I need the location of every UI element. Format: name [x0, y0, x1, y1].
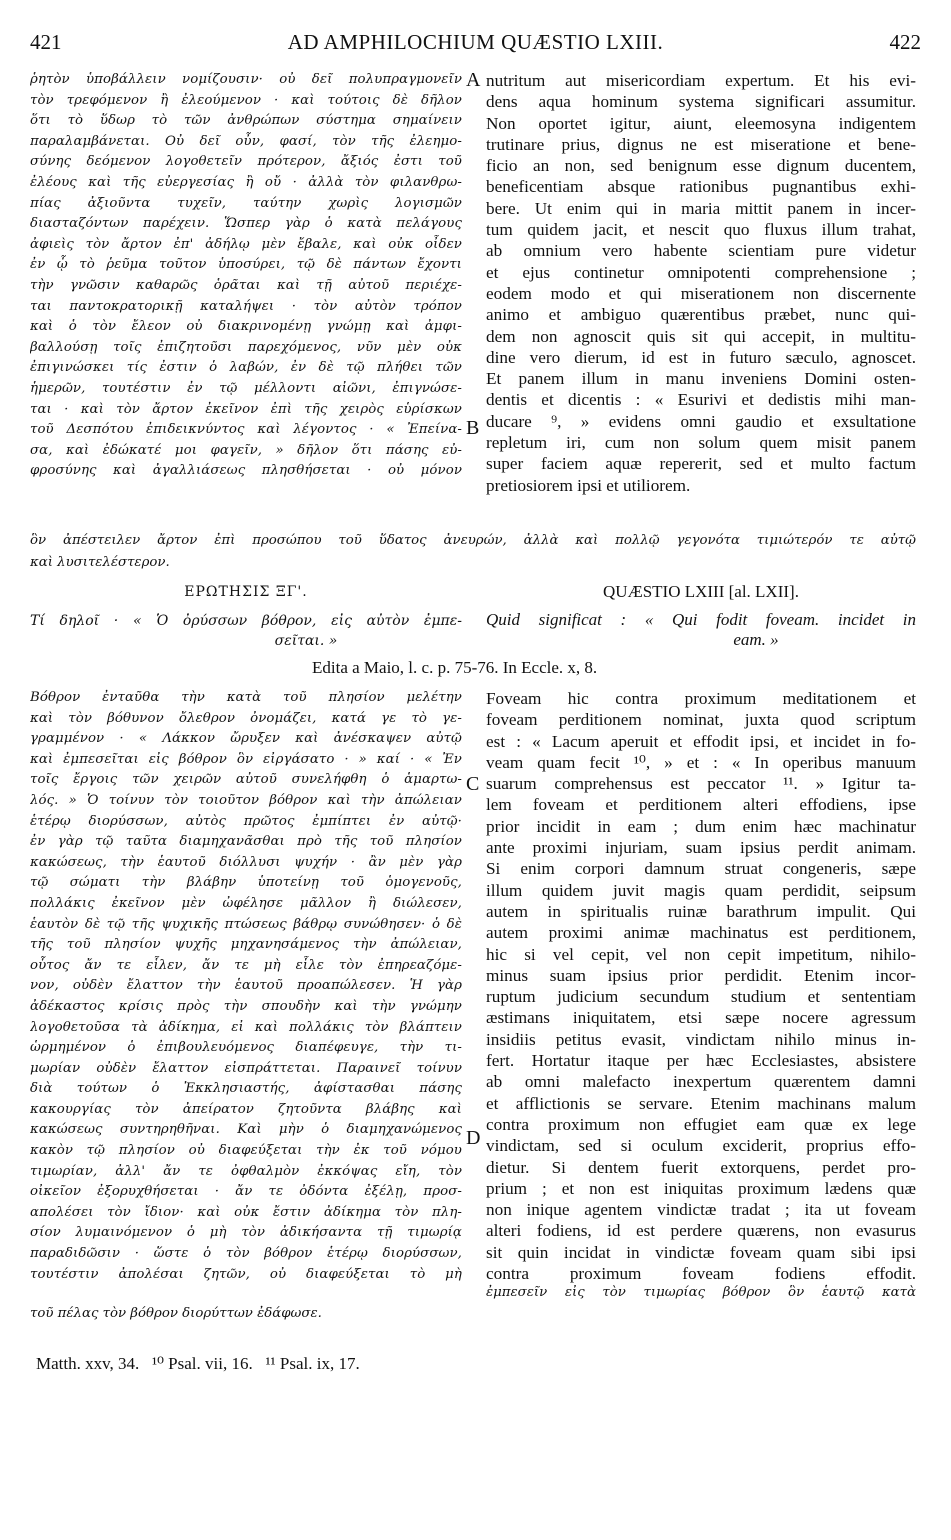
text-line: et ejus continetur omnipotenti comprehensione ; [486, 262, 916, 282]
text-line: ante proximi injuriam, suam ipsius perdit animam. [486, 838, 916, 858]
latin-column-section2 [486, 688, 916, 1284]
text-line: ἐν γὰρ τῷ ταῦτα διαμηχανᾶσθαι πρὸ τῆς τοῦ πλησίον [30, 834, 462, 850]
text-line: καὶ τὸν βόθυνον ὄλεθρον ὀνομάζει, κατά γε τὸ γε- [30, 710, 462, 726]
text-line: lem foveam et perditionem alteri effodiens, ipse [486, 795, 916, 815]
text-line: prior incidit in eam ; dum enim hæc machinatur [486, 816, 916, 836]
text-line: ἐν ᾧ τὸ ῥεῦμα τοῦτον ὑποσύρει, τῷ δὲ πάντων ἔχοντι [30, 257, 462, 273]
text-line: μωρίαν οὐδὲν ἔλαττον εἰσπράττεται. Παραινεῖ τοίνυν [30, 1060, 462, 1076]
text-line: τῷ σώματι τὴν βλάβην ὑποτείνῃ τοῦ ὁμογενοῦς, [30, 875, 462, 891]
text-line: γραμμένον · « Λάκκον ὤρυξεν καὶ ἀνέσκαψεν αὐτῷ [30, 731, 462, 747]
text-line: autem in spiritualis ruinæ barathrum impulit. Qui [486, 901, 916, 921]
margin-marker-b: B [466, 417, 480, 439]
text-line: ται παντοκρατορικῇ καταλήψει · τὸν αὐτὸν τρόπον [30, 298, 462, 314]
text-line: παραδιδῶσιν · ὥστε ὁ τὸν βόθρον ἑτέρῳ διορύσσων, [30, 1246, 462, 1262]
text-line: κακουργίας τὸν ἀπείρατον ζητοῦντα βλάβης καὶ [30, 1101, 462, 1117]
text-line: ῥητὸν ὑποβάλλειν νομίζουσιν· οὐ δεῖ πολυπραγμονεῖν [30, 72, 462, 87]
text-line: κακώσεως συντηρηθῆναι. Καὶ μὴν ὁ διαμηχανώμενος [30, 1122, 462, 1138]
text-line: κακὸν τῷ πλησίον οὐ διαφεύξεται τὴν ἐκ τοῦ νόμου [30, 1143, 462, 1159]
text-line: ἀδέκαστος κρίσις πρὸς τὴν σπουδὴν καὶ τὴν γνώμην [30, 998, 462, 1014]
greek-wide-line-end: καὶ λυσιτελέστερον. [30, 555, 170, 570]
text-line: τιμωρίαν, ἀλλ' ἄν τε ὀφθαλμὸν ἐκκόψας εἴη, τὸν [30, 1163, 462, 1179]
text-line: non inique agentem vindictæ tradat ; ita ut foveam [486, 1200, 916, 1220]
text-line: suarum comprehensus est peccator ¹¹. » Igitur ta- [486, 774, 916, 794]
text-line: bere. Ut enim qui in maria mittit panem in incer- [486, 198, 916, 218]
margin-marker-a: A [466, 69, 481, 91]
text-line: τὴν γνῶσιν καθαρῶς ὁρᾶται καὶ τῇ αὐτοῦ περιέχε- [30, 277, 462, 293]
text-line: animo et ambiguo quærentibus præbet, nunc qui- [486, 305, 916, 325]
text-line: ab omnium vero habente scientiam pure videtur [486, 241, 916, 261]
text-line: καὶ ἐμπεσεῖται εἰς βόθρον ὃν εἰργάσατο · » καί · « Ἐν [30, 751, 462, 767]
text-line: τοῦ Δεσπότου ἐπιδεικνύντος καὶ λέγοντος · « Ἐπείνα- [30, 422, 462, 438]
text-line: eodem modo et qui miserationem non discernente [486, 283, 916, 303]
text-line: τουτέστιν ἀπολέσαι ζητῶν, οὐ διαφεύξεται τὸ μὴ [30, 1266, 462, 1282]
text-line: σα, καὶ ἐδώκατέ μοι φαγεῖν, » δῆλον ὅτι πάσης εὐ- [30, 442, 462, 458]
text-line: tum quidem jacit, et nescit quo fluxus illum trahat, [486, 220, 916, 240]
text-line: Foveam hic contra proximum meditationem et [486, 689, 916, 708]
text-line: ἑτέρῳ διορύσσων, αὐτὸς πρῶτος ἐμπίπτει ἐν αὐτῷ· [30, 813, 462, 829]
text-line: ficio an non, sed benignum esse dignum ducentem, [486, 156, 916, 176]
text-line: ruptum judicium secundum studium et sententiam [486, 987, 916, 1007]
text-line: ducare ⁹, » evidens omni gaudio et exsultatione [486, 411, 916, 431]
text-line: Βόθρον ἐνταῦθα τὴν κατὰ τοῦ πλησίον μελέτην [30, 690, 462, 705]
greek-column-section2 [30, 688, 462, 1285]
text-line: dietur. Si dentem fuerit extorquens, perdet pro- [486, 1157, 916, 1177]
text-line: dine vero dierum, id est in futuro sæculo, agnoscet. [486, 347, 916, 367]
text-line: illum quidem juvit magis quam perdidit, seipsum [486, 880, 916, 900]
text-line: nutritum aut misericordiam expertum. Et his evi- [486, 71, 916, 90]
text-line: κακώσεως, τὴν ἑαυτοῦ διόλλυσι ψυχήν · ἂν μὲν γὰρ [30, 854, 462, 870]
left-page-number: 421 [30, 30, 62, 54]
text-line: λογοθετοῦσα τὰ ἀδίκημα, εἰ καὶ πολλάκις τὸν βλάπτειν [30, 1019, 462, 1035]
text-line: νον, οὐδὲν ἔλαττον τὴν ἑαυτοῦ προαπώλεσεν. Ἡ γὰρ [30, 978, 462, 994]
margin-marker-c: C [466, 773, 480, 795]
text-line: est : « Lacum aperuit et effodit ipsi, et incidet in fo- [486, 731, 916, 751]
text-line: καὶ ὁ τὸν ἔλεον οὐ διακρινομένῃ γνώμῃ καὶ ἀμφι- [30, 319, 462, 335]
text-line: ἑαυτὸν δὲ τῷ τῆς ψυχικῆς πτώσεως βάθρῳ συνώθησεν· ὁ δὲ [30, 916, 462, 932]
text-line: ἐλέους καὶ τῆς εὐεργεσίας ἢ οὔ · ἀλλὰ τὸν φιλανθρω- [30, 174, 462, 190]
edition-note: Edita a Maio, l. c. p. 75-76. In Eccle. x, 8. [312, 658, 598, 677]
text-line: ὅτι τὸ ὕδωρ τὸ τῶν ἀνθρώπων σύστημα σημαίνειν [30, 113, 462, 129]
text-line: Non oportet igitur, aiunt, eleemosyna indigentem [486, 113, 916, 133]
latin-question-line: eam. » [733, 630, 779, 649]
text-line: παραλαμβάνεται. Οὐ δεῖ οὖν, φασί, τὸν τῆς ἐλεημο- [30, 133, 462, 149]
text-line: σίον λυμαινόμενον ὁ μὴ τὸν ἀδικήσαντα τῇ τιμωρίᾳ [30, 1225, 462, 1241]
text-line: sit quin incidat in vindictæ foveam quam sibi ipsi [486, 1242, 916, 1262]
text-line: οἰκεῖον ἐξορυχθήσεται · ἄν τε ὀδόντα ἐξέλῃ, προσ- [30, 1184, 462, 1200]
footnotes: Matth. xxv, 34. ¹⁰ Psal. vii, 16. ¹¹ Psal. ix, 17. [36, 1354, 360, 1373]
text-line: Si enim corpori damnum struat congeneris, sæpe [486, 859, 916, 879]
text-line: contra proximum non effugiet eam quæ ex lege [486, 1114, 916, 1134]
text-line: διασταζόντων παρέχειν. Ὥσπερ γὰρ ὁ κατὰ πελάγους [30, 216, 462, 232]
text-line: ab omni malefacto inexpertum quærentem damni [486, 1072, 916, 1092]
text-line: repletum iri, cum non solum quem misit panem [486, 433, 916, 453]
latin-column-section1 [486, 70, 916, 496]
text-line: λός. » Ὁ τοίνυν τὸν τοιοῦτον βόθρον καὶ τὴν ἀπώλειαν [30, 792, 462, 808]
text-line: veam quam fecit ¹⁰, » et : « In operibus manuum [486, 752, 916, 772]
text-line: hic si vel cepit, vel non cepit impetitum, nihilo- [486, 944, 916, 964]
text-line: πολλάκις ἐκεῖνον μὲν ὠφέλησε μᾶλλον ἢ διώλεσεν, [30, 895, 462, 911]
text-line: prium ; et non est iniquitas proximum lædens quæ [486, 1178, 916, 1198]
text-line: et afflictionis se servare. Etenim machinans malum [486, 1093, 916, 1113]
margin-marker-d: D [466, 1127, 481, 1149]
greek-tail-right: ἐμπεσεῖν εἰς τὸν τιμωρίας βόθρον ὃν ἑαυτῷ κατὰ [486, 1285, 916, 1300]
text-line: τοῖς ἔργοις τῶν χειρῶν αὐτοῦ συνελήφθη ὁ ἁμαρτω- [30, 772, 462, 788]
text-line: ἡμερῶν, τουτέστιν ἐν τῷ μέλλοντι αἰῶνι, ἐπιγνώσε- [30, 380, 462, 396]
text-line: fert. Hortatur itaque per hæc Ecclesiastes, absistere [486, 1051, 916, 1071]
text-line: foveam perditionem nominat, juxta quod scriptum [486, 710, 916, 730]
text-line: οὗτος ἄν τε εἷλεν, ἄν τε μὴ εἷλε τὸν ἐπηρεαζόμε- [30, 957, 462, 973]
text-line: διὰ τούτων ὁ Ἐκκλησιαστής, ἀφίστασθαι πάσης [30, 1081, 462, 1097]
latin-question-heading: QUÆSTIO LXIII [al. LXII]. [603, 582, 799, 601]
text-line: φροσύνης καὶ ἀγαλλιάσεως πλησθήσεται · οὐ μόνον [30, 463, 462, 479]
text-line: insidiis petitus evasit, vindictam nihilo minus in- [486, 1029, 916, 1049]
text-line: ται · καὶ τὸν ἄρτον ἐκεῖνον ἐπὶ τῆς χειρὸς εὑρίσκων [30, 401, 462, 417]
running-title: AD AMPHILOCHIUM QUÆSTIO LXIII. [287, 30, 664, 54]
text-line: ἐπιγινώσκει τίς ἐστιν ὁ λαβών, ἐν δὲ τῷ πλήθει τῶν [30, 360, 462, 376]
text-line: Et panem illum in manu inveniens Domini osten- [486, 369, 916, 389]
text-line: σύνης δεόμενον λογοθετεῖν πρότερον, ἄξιός ἐστι τοῦ [30, 154, 462, 170]
text-line: alteri fodiens, id est perdere quærens, non evasurus [486, 1221, 916, 1241]
text-line: trutinare prius, dignus ne est miseratione et bene- [486, 134, 916, 154]
text-line: απολέσει τὸν ἴδιον· καὶ οὐκ ἔστιν ἀδίκημα τὸν πλη- [30, 1204, 462, 1220]
text-line: æstimans iniquitatem, etsi sæpe nocere agressum [486, 1008, 916, 1028]
greek-question-line: Τί δηλοῖ · « Ὁ ὀρύσσων βόθρον, εἰς αὐτὸν ἐμπε- [30, 613, 462, 629]
text-line: contra proximum foveam fodiens effodit. [486, 1264, 916, 1284]
text-line: autem proximi animæ machinatus est perditionem, [486, 923, 916, 943]
right-page-number: 422 [889, 30, 921, 54]
greek-question-heading: ΕΡΩΤΗΣΙΣ ΞΓ'. [184, 584, 308, 600]
text-line: ὡρμημένον ὁ ἐπιβουλευόμενος διαπέφευγε, τὴν τι- [30, 1040, 462, 1056]
greek-column-section1 [30, 70, 462, 482]
greek-question [30, 611, 462, 651]
text-line: dentis et dicentis : « Esurivi et dedistis mihi man- [486, 390, 916, 410]
text-line: minus suam ipsius prior perdidit. Etenim incor- [486, 965, 916, 985]
greek-question-line: σεῖται. » [274, 633, 338, 649]
text-line: super faciem aquæ repererit, sed et multo factum [486, 454, 916, 474]
text-line: pretiosiorem ipsi et utiliorem. [486, 475, 691, 495]
greek-wide-line: ὃν ἀπέστειλεν ἄρτον ἐπὶ προσώπου τοῦ ὕδατος ἀνευρών, ἀλλὰ καὶ πολλῷ γεγονότα τιμιώτερόν τε αὐτῷ [30, 533, 916, 548]
text-line: πίας ἀξιοῦντα τυχεῖν, ταύτην χωρὶς λογισμῶν [30, 195, 462, 211]
text-line: dens aqua hominum systema significari assumitur. [486, 92, 916, 112]
latin-question [486, 610, 916, 650]
latin-question-line: Quid significat : « Qui fodit foveam. incidet in [486, 610, 916, 629]
text-line: vindictam, sed si oculum exciderit, proprius effo- [486, 1136, 916, 1156]
greek-tail-full: τοῦ πέλας τὸν βόθρον διορύττων ἐδάφωσε. [30, 1306, 322, 1321]
text-line: ἀφιεὶς τὸν ἄρτον ἐπ' ἀδήλῳ μὲν ἔβαλε, καὶ οὐκ οἶδεν [30, 236, 462, 252]
text-line: beneficentiam absque rationibus pugnantibus exhi- [486, 177, 916, 197]
running-header [30, 30, 921, 60]
text-line: βαλλούσῃ τοῖς ἐπιζητοῦσι παρεχόμενος, νῦν μὲν οὐκ [30, 339, 462, 355]
text-line: τῆς τοῦ πλησίον ψυχῆς μηχανησάμενος τὴν ἀπώλειαν, [30, 937, 462, 953]
text-line: τὸν τρεφόμενον ἢ ἐλεούμενον · καὶ τούτοις δὲ δῆλον [30, 92, 462, 108]
text-line: dem non agnoscit quis sit qui accepit, in multitu- [486, 326, 916, 346]
